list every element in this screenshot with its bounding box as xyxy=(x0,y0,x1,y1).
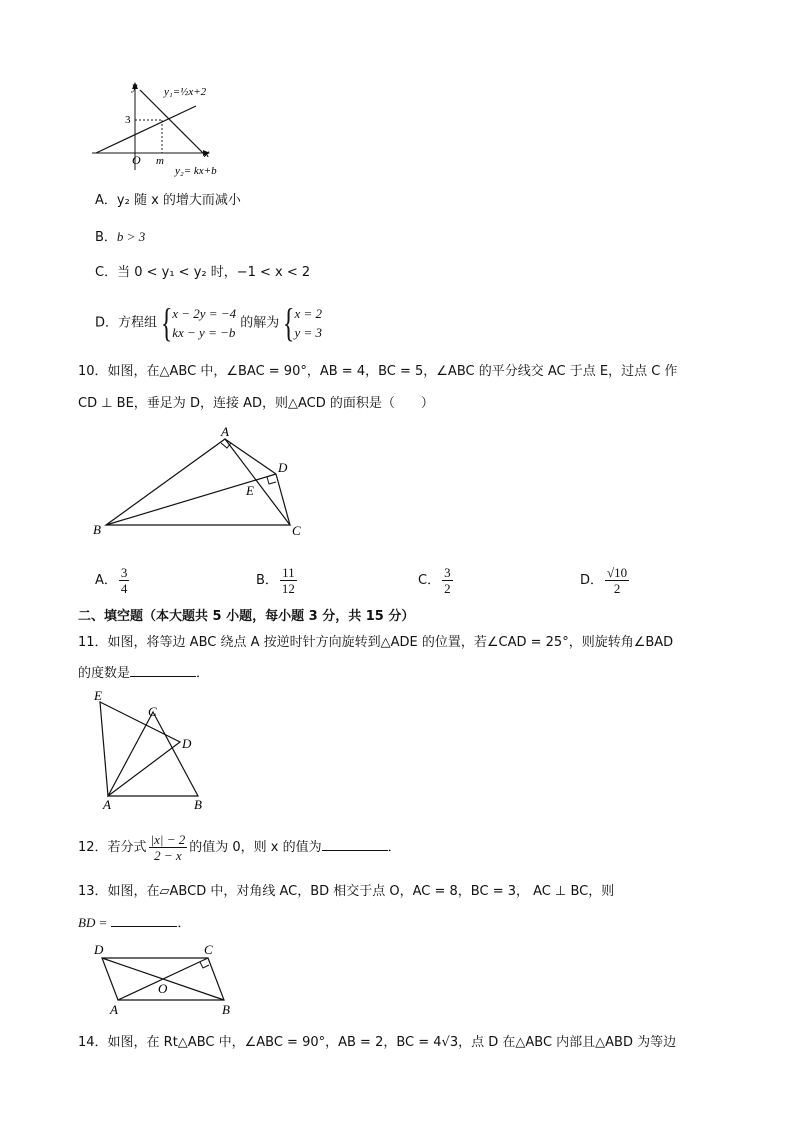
vertex-b: B xyxy=(93,522,101,537)
y-axis-label: y xyxy=(132,79,138,93)
equation-system xyxy=(172,304,236,342)
q11-line-2 xyxy=(78,664,209,684)
denominator: 2 − x xyxy=(154,848,182,863)
option-letter: A． xyxy=(95,193,117,208)
answer-blank[interactable] xyxy=(111,914,177,927)
option-text: y₂ 随 x 的增大而减小 xyxy=(116,193,241,208)
line-y2 xyxy=(140,90,206,156)
y1-label: y₁=½x+2 xyxy=(164,86,207,98)
numerator: 11 xyxy=(280,565,297,581)
q13-parallelogram-figure xyxy=(88,940,248,1018)
option-text: b > 3 xyxy=(116,229,146,244)
q9-graph-figure xyxy=(88,78,238,178)
left-brace-icon: { xyxy=(160,300,173,345)
q12-end: ． xyxy=(387,840,401,855)
option-letter: B． xyxy=(95,230,117,245)
q13-text: BD = xyxy=(78,915,108,930)
q12-text-2: 的值为 0，则 x 的值为 xyxy=(189,840,322,855)
x-tick-label: m xyxy=(156,155,164,167)
q10-option-c xyxy=(418,565,455,596)
fraction xyxy=(119,565,130,596)
denominator: 12 xyxy=(281,581,295,596)
q13-line-2 xyxy=(78,913,190,934)
y2-label: y₂= kx+b xyxy=(175,165,217,177)
vertex-b: B xyxy=(222,1002,230,1017)
solution-system xyxy=(294,304,322,342)
option-letter: D． xyxy=(95,315,119,331)
q12-line xyxy=(78,832,401,863)
vertex-c: C xyxy=(204,942,213,957)
q9-option-a xyxy=(95,191,241,211)
equation-1: x − 2y = −4 xyxy=(172,306,237,321)
q10-option-a xyxy=(95,565,131,596)
solution-2: y = 3 xyxy=(294,325,322,340)
vertex-b: B xyxy=(194,797,202,811)
option-text-2: 的解为 xyxy=(240,315,280,331)
answer-blank[interactable] xyxy=(130,664,196,677)
numerator: √10 xyxy=(607,565,628,580)
option-letter: C． xyxy=(418,573,441,588)
fraction xyxy=(605,565,629,596)
line-ad xyxy=(225,439,276,474)
q14-line-1: 14．如图，在 Rt△ABC 中，∠ABC = 90°，AB = 2，BC = 4√3，点 D 在△ABC 内部且△ABD 为等边 xyxy=(78,1035,677,1050)
line-bd xyxy=(106,474,276,525)
denominator: 4 xyxy=(120,581,128,596)
vertex-d: D xyxy=(278,460,288,475)
denominator: 2 xyxy=(613,581,621,596)
vertex-c: C xyxy=(292,523,301,538)
triangle-abc xyxy=(106,439,290,525)
option-text: 方程组 xyxy=(118,315,158,331)
q9-option-b xyxy=(95,227,145,248)
vertex-c: C xyxy=(148,704,157,719)
triangle-abc xyxy=(108,712,198,796)
vertex-a: A xyxy=(221,424,229,439)
option-letter: C． xyxy=(95,265,118,280)
vertex-e: E xyxy=(94,688,102,703)
q13-end: ． xyxy=(177,916,191,931)
numerator: 3 xyxy=(120,565,128,580)
q10-option-d xyxy=(580,565,631,596)
fraction xyxy=(149,832,188,863)
option-letter: B． xyxy=(256,573,278,588)
option-letter: D． xyxy=(580,573,604,588)
line-cd xyxy=(276,474,290,525)
denominator: 2 xyxy=(444,581,451,596)
q12-text: 12．若分式 xyxy=(78,840,147,855)
q10-triangle-figure xyxy=(88,422,318,547)
q11-end: ． xyxy=(196,666,210,681)
equation-2: kx − y = −b xyxy=(172,325,236,340)
right-angle-a-icon xyxy=(221,443,231,448)
vertex-a: A xyxy=(103,797,111,811)
q11-rotation-figure xyxy=(88,686,218,811)
right-angle-d-icon xyxy=(267,477,276,484)
q13-line-1: 13．如图，在▱ABCD 中，对角线 AC，BD 相交于点 O，AC = 8，BC = 3， AC ⊥ BC，则 xyxy=(78,884,615,899)
x-axis-label: x xyxy=(204,146,210,160)
fraction xyxy=(442,565,453,596)
option-text: 当 0 < y₁ < y₂ 时，−1 < x < 2 xyxy=(117,265,311,280)
q9-option-c xyxy=(95,263,310,283)
section-heading: 二、填空题（本大题共 5 小题，每小题 3 分，共 15 分） xyxy=(78,609,415,624)
vertex-d: D xyxy=(94,942,104,957)
q10-option-b xyxy=(256,565,299,596)
right-angle-c-icon xyxy=(200,962,209,968)
vertex-a: A xyxy=(110,1002,118,1017)
q11-text: 的度数是 xyxy=(78,666,131,681)
line-y1 xyxy=(96,106,196,153)
point-o: O xyxy=(158,981,168,996)
q10-line-1: 10．如图，在△ABC 中，∠BAC = 90°，AB = 4，BC = 5，∠ABC 的平分线交 AC 于点 E，过点 C 作 xyxy=(78,364,678,379)
point-e: E xyxy=(246,483,254,498)
q11-line-1: 11．如图，将等边 ABC 绕点 A 按逆时针方向旋转到△ADE 的位置，若∠CAD = 25°，则旋转角∠BAD xyxy=(78,635,674,650)
q10-line-2: CD ⊥ BE，垂足为 D，连接 AD，则△ACD 的面积是（ ） xyxy=(78,396,434,411)
solution-1: x = 2 xyxy=(294,306,322,321)
left-brace-icon: { xyxy=(283,300,295,345)
option-letter: A． xyxy=(95,573,117,588)
numerator: |x| − 2 xyxy=(150,832,186,847)
triangle-ade xyxy=(100,702,180,796)
origin-label: O xyxy=(132,153,141,167)
fraction xyxy=(280,565,297,596)
numerator: 3 xyxy=(444,565,451,580)
vertex-d: D xyxy=(182,736,192,751)
q9-option-d xyxy=(95,300,322,345)
answer-blank[interactable] xyxy=(322,838,388,851)
y-tick-label: 3 xyxy=(125,114,131,126)
